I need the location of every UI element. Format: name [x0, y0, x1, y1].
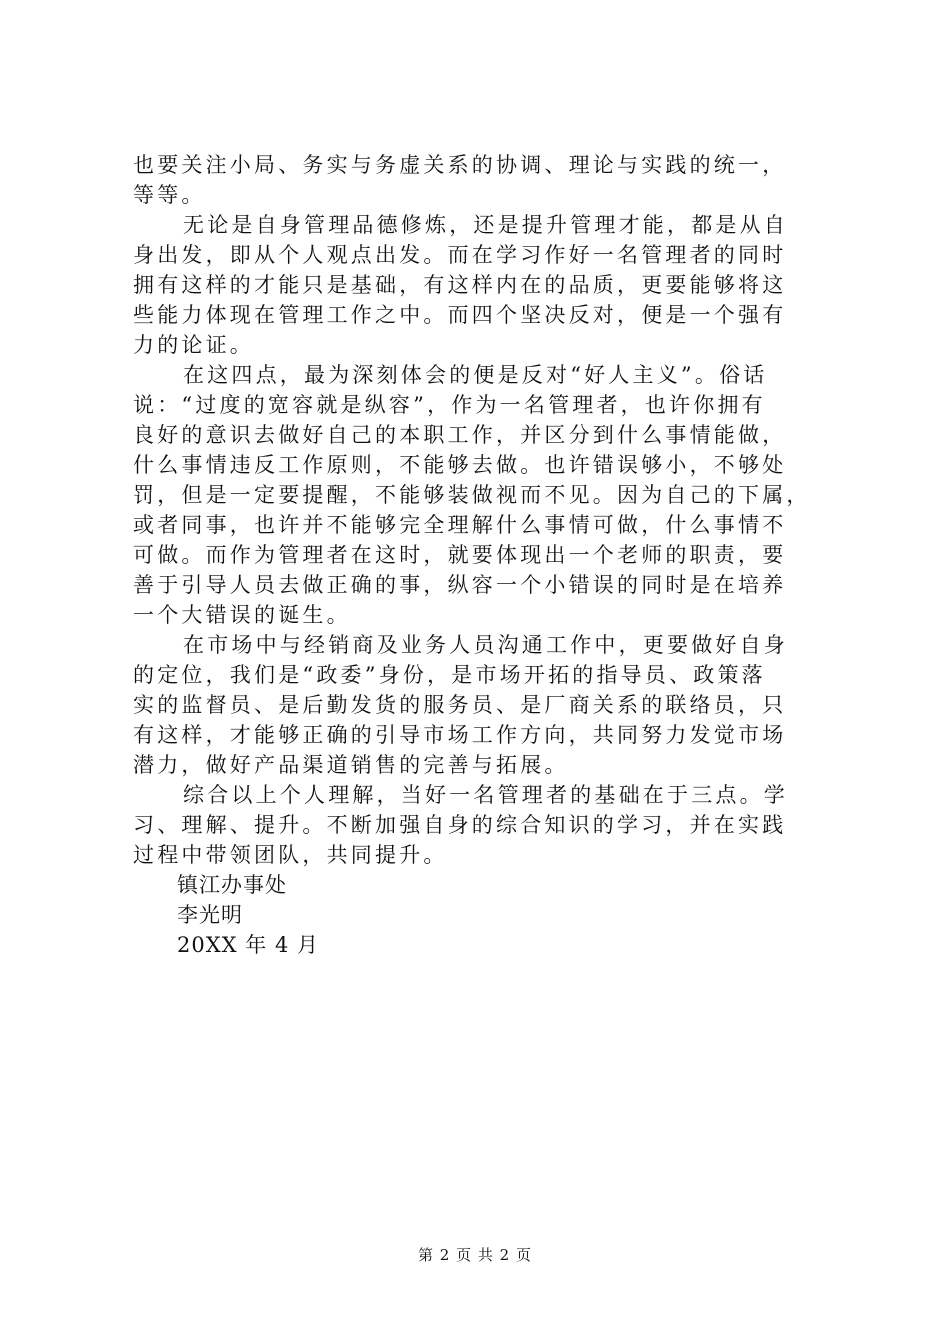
signature-date: 20XX 年 4 月 [177, 933, 320, 957]
signature-office: 镇江办事处 [177, 873, 287, 897]
text-line: 良好的意识去做好自己的本职工作，并区分到什么事情能做， [133, 423, 787, 447]
text-line: 罚，但是一定要提醒，不能够装做视而不见。因为自己的下属， [133, 483, 811, 507]
text-line: 或者同事，也许并不能够完全理解什么事情可做，什么事情不 [133, 513, 787, 537]
text-line: 拥有这样的才能只是基础，有这样内在的品质，更要能够将这 [133, 273, 787, 297]
text-line: 潜力，做好产品渠道销售的完善与拓展。 [133, 753, 569, 777]
text-line: 什么事情违反工作原则，不能够去做。也许错误够小，不够处 [133, 453, 787, 477]
text-line: 的定位，我们是“政委”身份，是市场开拓的指导员、政策落 [133, 663, 766, 687]
text-line: 说：“过度的宽容就是纵容”，作为一名管理者，也许你拥有 [133, 393, 766, 417]
document-body [133, 150, 843, 960]
paragraph-start-line: 综合以上个人理解，当好一名管理者的基础在于三点。学 [183, 783, 788, 807]
paragraph-start-line: 无论是自身管理品德修炼，还是提升管理才能，都是从自 [183, 213, 788, 237]
text-line: 也要关注小局、务实与务虚关系的协调、理论与实践的统一， [133, 153, 787, 177]
text-line: 过程中带领团队，共同提升。 [133, 843, 448, 867]
text-line: 些能力体现在管理工作之中。而四个坚决反对，便是一个强有 [133, 303, 787, 327]
text-line: 一个大错误的诞生。 [133, 603, 351, 627]
text-line: 等等。 [133, 183, 206, 207]
text-line: 力的论证。 [133, 333, 254, 357]
page-footer: 第 2 页 共 2 页 [418, 1246, 532, 1264]
paragraph-start-line: 在这四点，最为深刻体会的便是反对“好人主义”。俗话 [183, 363, 768, 387]
text-line: 可做。而作为管理者在这时，就要体现出一个老师的职责，要 [133, 543, 787, 567]
text-line: 身出发，即从个人观点出发。而在学习作好一名管理者的同时 [133, 243, 787, 267]
text-line: 习、理解、提升。不断加强自身的综合知识的学习，并在实践 [133, 813, 787, 837]
text-line: 有这样，才能够正确的引导市场工作方向，共同努力发觉市场 [133, 723, 787, 747]
signature-name: 李光明 [177, 903, 243, 927]
paragraph-start-line: 在市场中与经销商及业务人员沟通工作中，更要做好自身 [183, 633, 788, 657]
text-line: 实的监督员、是后勤发货的服务员、是厂商关系的联络员，只 [133, 693, 787, 717]
text-line: 善于引导人员去做正确的事，纵容一个小错误的同时是在培养 [133, 573, 787, 597]
